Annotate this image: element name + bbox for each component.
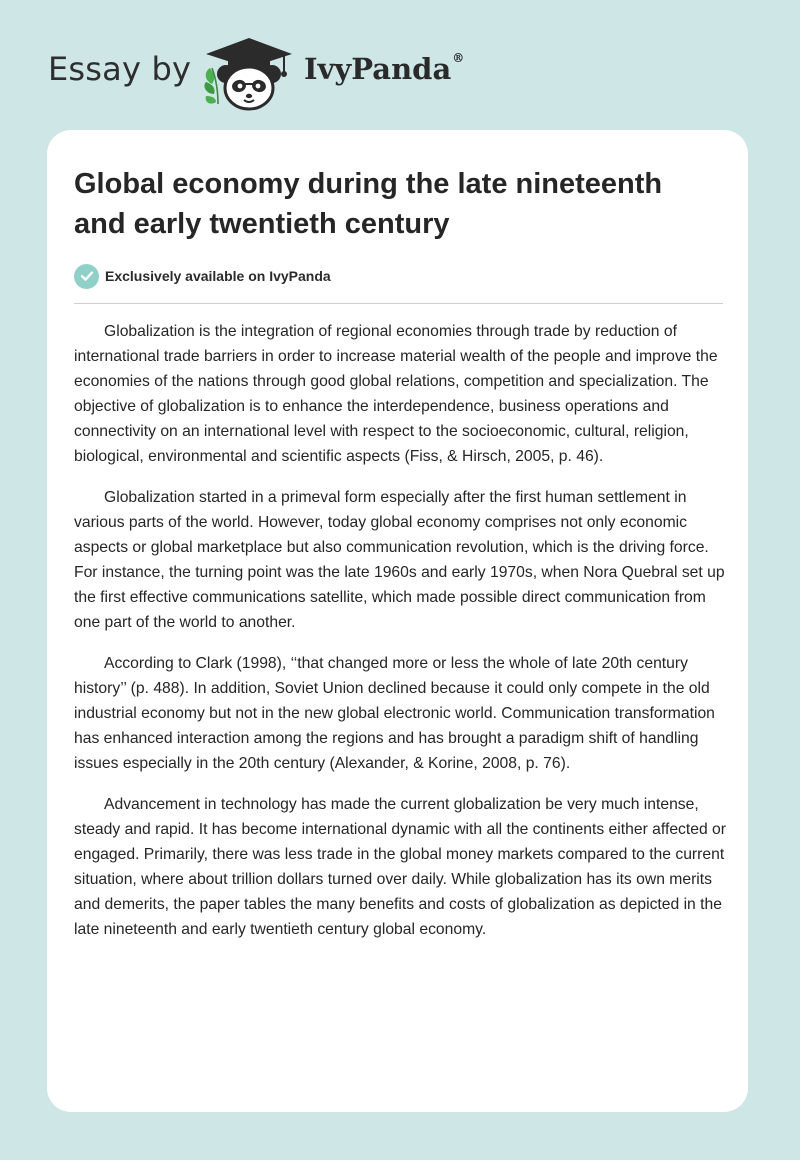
check-circle-icon (74, 264, 99, 289)
paragraph: According to Clark (1998), ‘‘that changed more or less the whole of late 20th century history’’ (p. 488). In addition, Soviet Union declined because it could only compete in the old industrial economy but not in the new global electronic world. Communication transformation has enhanced interaction among the regions and has brought a paradigm shift of handling issues especially in the 20th century (Alexander, & Korine, 2008, p. 76). (74, 655, 715, 772)
badge-text: Exclusively available on IvyPanda (105, 268, 331, 284)
panda-graduation-cap-icon[interactable] (200, 36, 298, 112)
divider (74, 303, 723, 304)
paragraph: Globalization is the integration of regional economies through trade by reduction of international trade barriers in order to increase material wealth of the people and improve the economies of the nations through good global relations, competition and specialization. The objective of globalization is to enhance the interdependence, business operations and connectivity on an international level with respect to the socioeconomic, cultural, religion, biological, environmental and scientific aspects (Fiss, & Hirsch, 2005, p. 46). (74, 323, 718, 465)
brand-header (48, 34, 488, 114)
brand-name[interactable]: IvyPanda® (304, 51, 465, 86)
page-title: Global economy during the late nineteenth and early twentieth century (74, 168, 663, 240)
registered-mark: ® (452, 51, 465, 66)
essay-by-label: Essay by (48, 50, 192, 88)
paragraph: Advancement in technology has made the current globalization be very much intense, steady and rapid. It has become international dynamic with all the continents either affected or engaged. Primarily, there was less trade in the global money markets compared to the current situation, where about trillion dollars turned over daily. While globalization has its own merits and demerits, the paper tables the many benefits and costs of globalization as depicted in the late nineteenth and early twentieth century global economy. (74, 796, 726, 938)
essay-body (74, 319, 726, 958)
essay-card (47, 130, 748, 1112)
paragraph: Globalization started in a primeval form especially after the first human settlement in various parts of the world. However, today global economy comprises not only economic aspects or global marketplace but also communication revolution, which is the driving force. For instance, the turning point was the late 1960s and early 1970s, when Nora Quebral set up the first effective communications satellite, which made possible direct communication from one part of the world to another. (74, 489, 725, 631)
exclusive-badge (74, 263, 331, 289)
